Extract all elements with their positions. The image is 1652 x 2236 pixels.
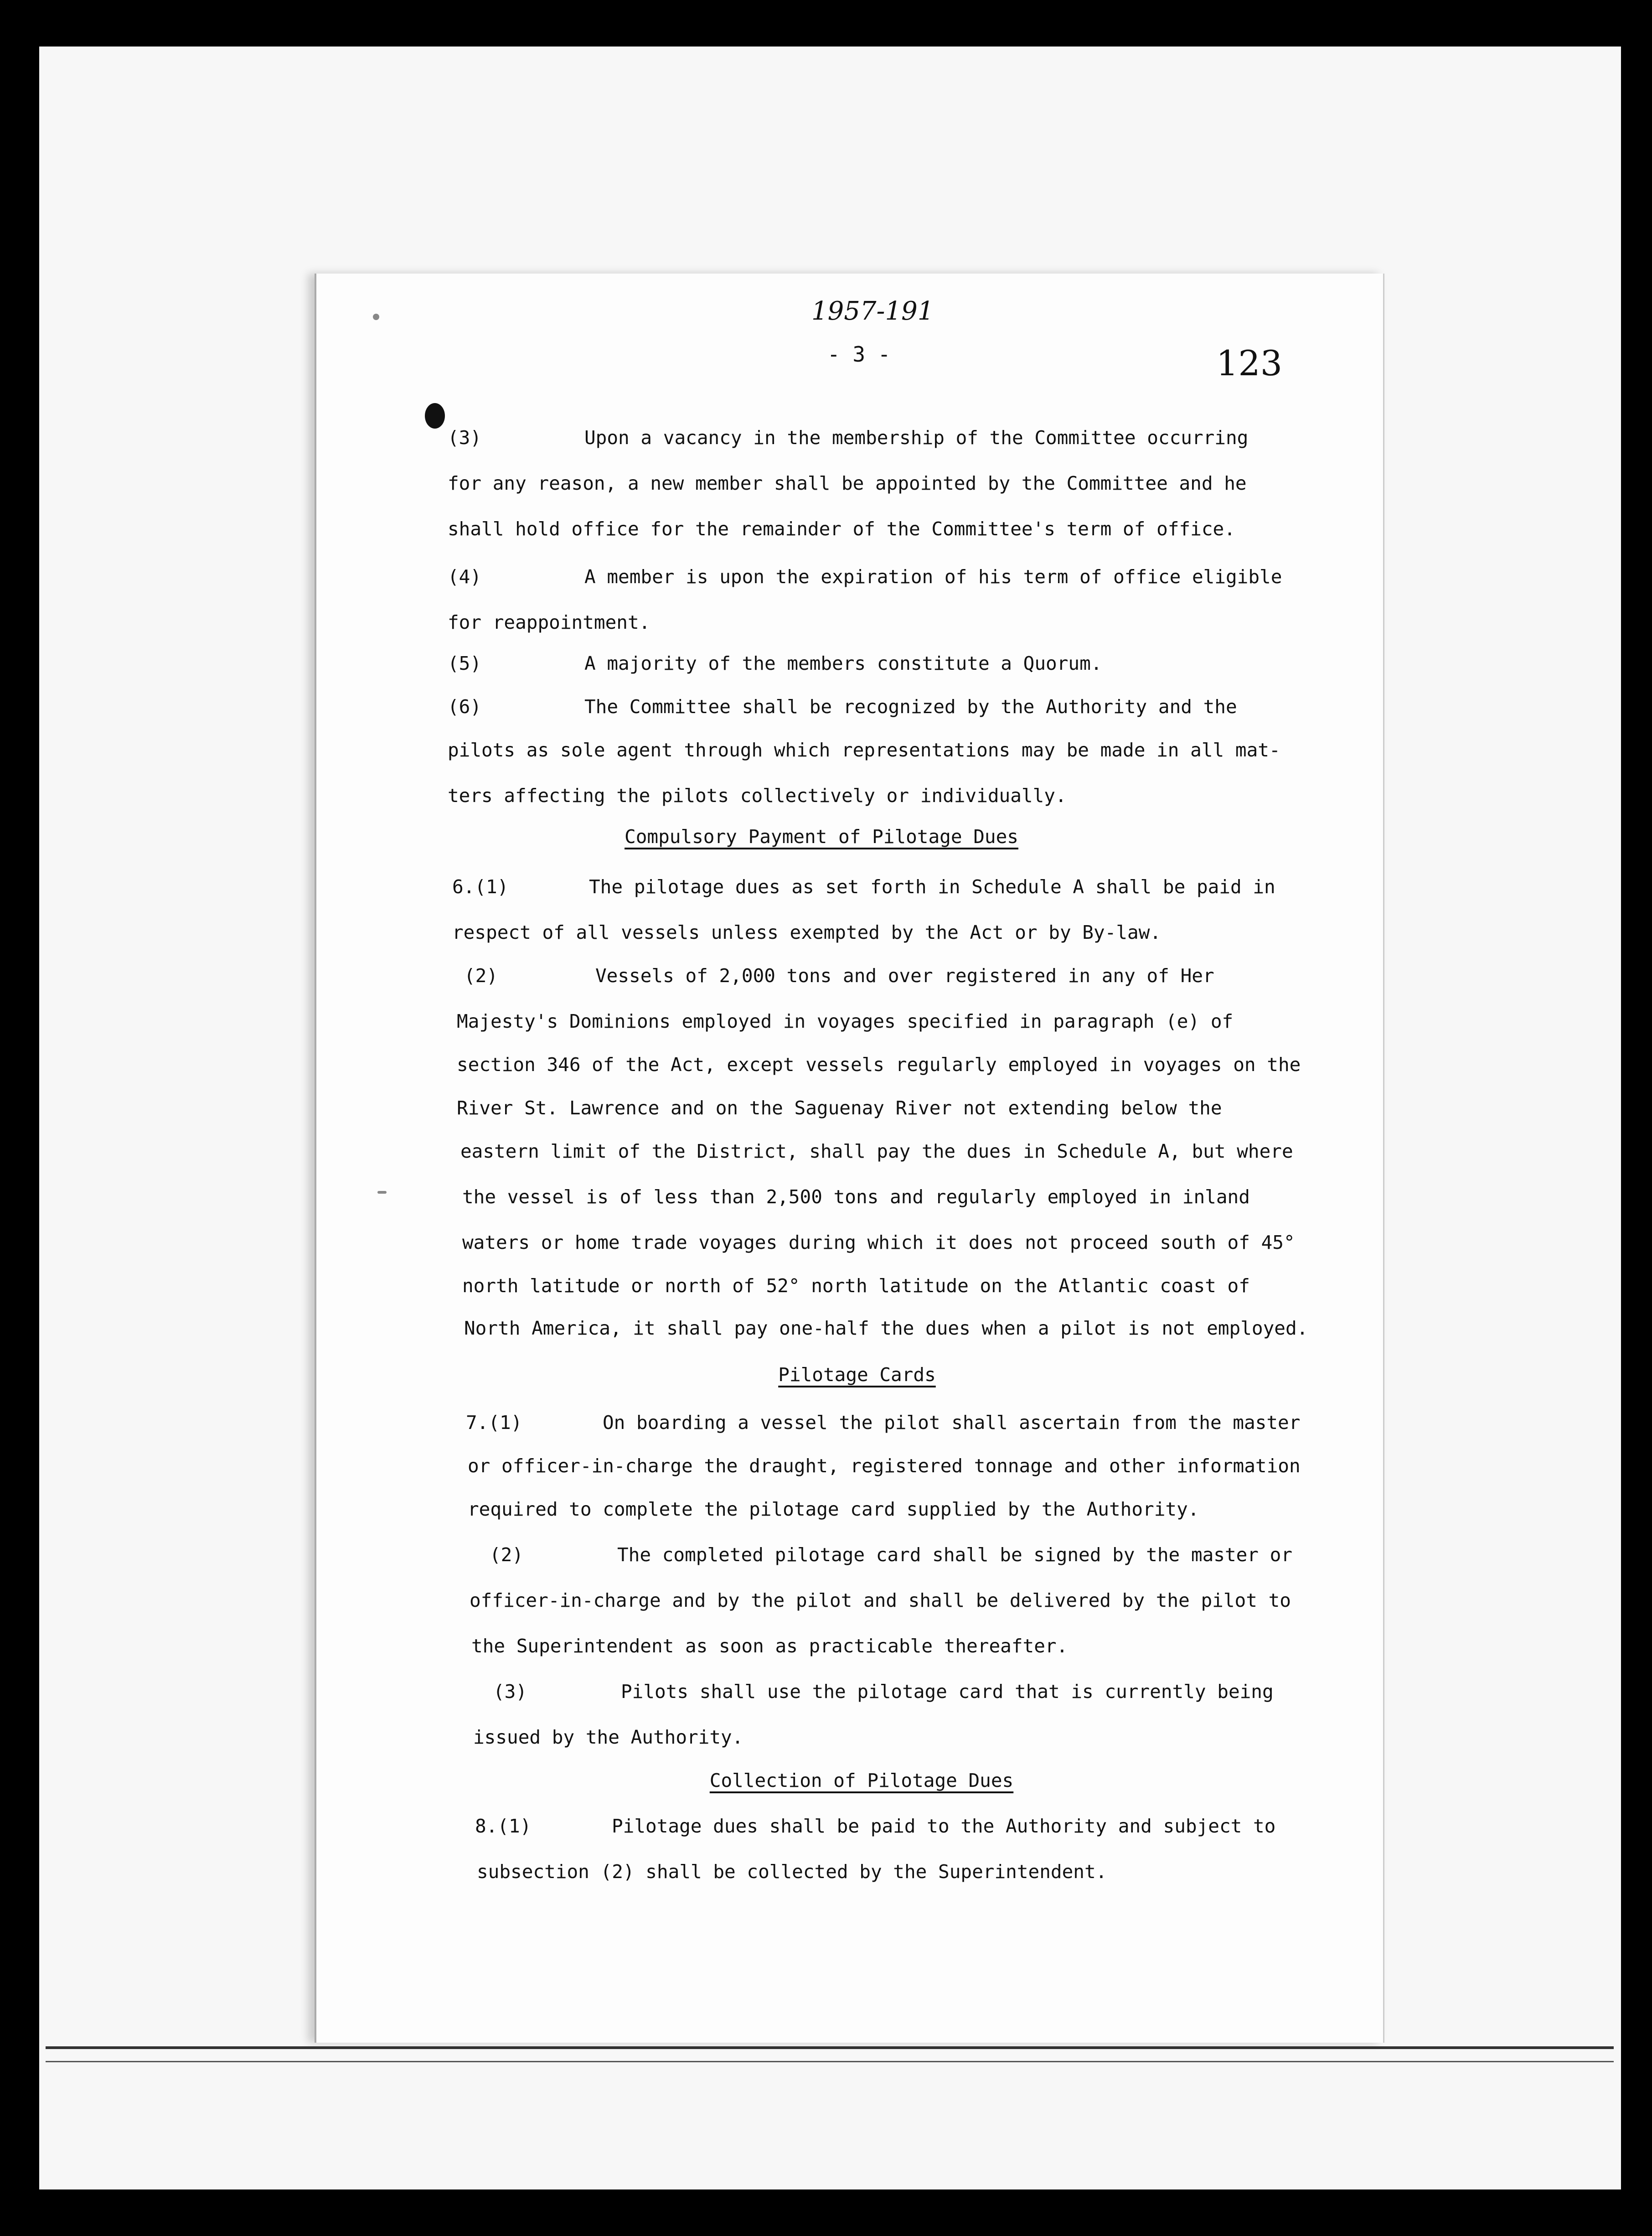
paragraph-line: for reappointment.: [448, 611, 650, 633]
paragraph-line: waters or home trade voyages during which it does not proceed south of 45°: [462, 1232, 1295, 1253]
page-number: - 3 -: [827, 342, 891, 367]
paragraph-line: section 346 of the Act, except vessels regularly employed in voyages on the: [457, 1054, 1301, 1076]
frame-rule: [46, 2061, 1614, 2062]
paragraph-line: north latitude or north of 52° north latitude on the Atlantic coast of: [462, 1275, 1250, 1297]
paragraph-number: (4): [448, 566, 482, 588]
paragraph-number: (2): [490, 1544, 524, 1566]
paragraph-line: (3) Pilots shall use the pilotage card that is currently being: [493, 1681, 1274, 1703]
paragraph-line: (2) The completed pilotage card shall be signed by the master or: [490, 1544, 1293, 1566]
paragraph-line: 6.(1) The pilotage dues as set forth in Schedule A shall be paid in: [452, 876, 1275, 898]
paragraph-number: (3): [448, 427, 482, 449]
paragraph-number: (6): [448, 696, 482, 718]
paragraph-line: Majesty's Dominions employed in voyages specified in paragraph (e) of: [457, 1010, 1234, 1032]
paragraph-line: required to complete the pilotage card supplied by the Authority.: [468, 1498, 1199, 1520]
paragraph-line: ters affecting the pilots collectively or individually.: [448, 785, 1067, 807]
paragraph-line: shall hold office for the remainder of the Committee's term of office.: [448, 518, 1235, 540]
paragraph-number: 7.(1): [466, 1412, 522, 1434]
paragraph-line: (6) The Committee shall be recognized by the Authority and the: [448, 696, 1237, 718]
handwritten-reference: 1957-191: [811, 296, 934, 326]
paragraph-line: North America, it shall pay one-half the dues when a pilot is not employed.: [464, 1317, 1308, 1339]
paragraph-line: 7.(1) On boarding a vessel the pilot shall ascertain from the master: [466, 1412, 1301, 1434]
paragraph-line: respect of all vessels unless exempted by the Act or by By-law.: [452, 921, 1162, 943]
paragraph-line: 8.(1) Pilotage dues shall be paid to the Authority and subject to: [475, 1815, 1276, 1837]
paragraph-number: 8.(1): [475, 1815, 532, 1837]
paragraph-line: the vessel is of less than 2,500 tons and regularly employed in inland: [462, 1186, 1250, 1208]
scan-speck: [377, 1191, 387, 1194]
paragraph-number: (5): [448, 652, 482, 674]
paragraph-line: River St. Lawrence and on the Saguenay River not extending below the: [457, 1097, 1222, 1119]
paragraph-line: (2) Vessels of 2,000 tons and over registered in any of Her: [464, 965, 1214, 987]
paragraph-line: pilots as sole agent through which representations may be made in all mat-: [448, 739, 1280, 761]
frame-rule: [46, 2046, 1614, 2049]
paragraph-line: issued by the Authority.: [473, 1726, 743, 1748]
paragraph-line: (4) A member is upon the expiration of his term of office eligible: [448, 566, 1282, 588]
section-heading: Compulsory Payment of Pilotage Dues: [625, 826, 1018, 848]
paragraph-line: officer-in-charge and by the pilot and shall be delivered by the pilot to: [470, 1589, 1291, 1611]
punch-hole: [425, 403, 445, 429]
folio-number: 123: [1216, 343, 1283, 383]
paragraph-line: the Superintendent as soon as practicable thereafter.: [471, 1635, 1068, 1657]
paragraph-line: for any reason, a new member shall be appointed by the Committee and he: [448, 472, 1247, 494]
paragraph-line: subsection (2) shall be collected by the Superintendent.: [477, 1861, 1107, 1883]
paragraph-number: 6.(1): [452, 876, 509, 898]
paragraph-number: (2): [464, 965, 498, 987]
paragraph-line: (5) A majority of the members constitute a Quorum.: [448, 652, 1102, 674]
paragraph-line: eastern limit of the District, shall pay the dues in Schedule A, but where: [460, 1140, 1293, 1162]
paragraph-line: (3) Upon a vacancy in the membership of the Committee occurring: [448, 427, 1249, 449]
paragraph-number: (3): [493, 1681, 527, 1703]
section-heading: Pilotage Cards: [778, 1364, 936, 1386]
section-heading: Collection of Pilotage Dues: [709, 1770, 1014, 1791]
paragraph-line: or officer-in-charge the draught, registered tonnage and other information: [468, 1455, 1301, 1477]
scan-speck: [373, 314, 379, 320]
